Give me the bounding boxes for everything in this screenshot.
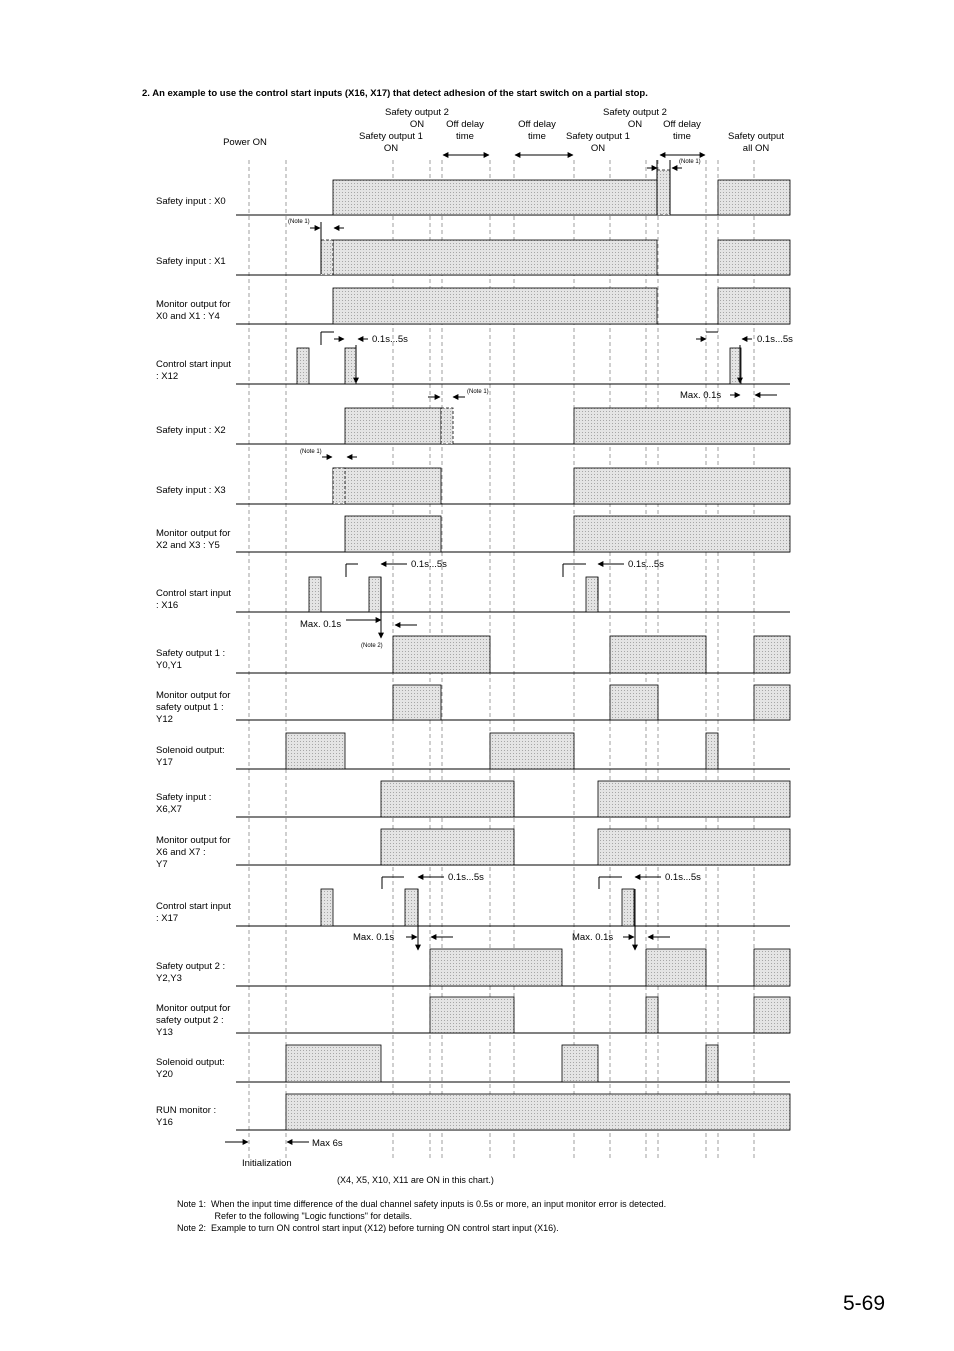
signal-pulse-1-1: [718, 240, 790, 275]
signal-pulse-3-1: [345, 348, 356, 384]
footer-note2: Note 2: Example to turn ON control start input (X12) before turning ON control start input (X16).: [177, 1223, 559, 1233]
note1-x1: (Note 1): [288, 219, 310, 225]
signal-pulse-0-1: [718, 180, 790, 215]
signal-label-y12: Monitor output for safety output 1 : Y12: [156, 690, 231, 725]
max-label-x12: Max. 0.1s: [680, 390, 722, 401]
signal-pulse-6-0: [345, 516, 441, 552]
adhesion-segment-2: [441, 408, 453, 444]
signal-pulse-2-1: [718, 288, 790, 324]
adhesion-segment-1: [321, 240, 333, 275]
signal-pulse-7-1: [369, 577, 381, 612]
signal-pulse-15-1: [646, 997, 658, 1033]
signal-pulse-8-1: [610, 636, 706, 673]
waveforms: [236, 170, 790, 1130]
range-label-x16-a: 0.1s...5s: [411, 559, 447, 570]
adhesion-segment-3: [333, 468, 345, 504]
phase-sf1-on-a: Safety output 1 ON: [359, 131, 423, 154]
signal-pulse-9-1: [610, 685, 658, 720]
signal-pulse-17-0: [286, 1094, 790, 1130]
signal-pulse-13-2: [622, 889, 634, 926]
range-label-x12-b: 0.1s...5s: [757, 334, 793, 345]
phase-sf2-on-a: Safety output 2 ON: [385, 107, 449, 130]
footer-note1-line2: Refer to the following "Logic functions" for details.: [177, 1211, 413, 1221]
signal-pulse-14-0: [430, 949, 562, 986]
max-label-x17-a: Max. 0.1s: [353, 932, 395, 943]
phase-off-delay-a: Off delay time: [446, 119, 484, 142]
page-heading: 2. An example to use the control start inputs (X16, X17) that detect adhesion of the start switch on a partial stop.: [142, 88, 648, 99]
signal-label-y16: RUN monitor : Y16: [156, 1105, 217, 1128]
range-label-x17-b: 0.1s...5s: [665, 872, 701, 883]
signal-pulse-15-0: [430, 997, 514, 1033]
signal-pulse-16-2: [706, 1045, 718, 1082]
max-label-x16: Max. 0.1s: [300, 619, 342, 630]
range-label-x17-a: 0.1s...5s: [448, 872, 484, 883]
signal-pulse-11-0: [381, 781, 514, 817]
range-label-x16-b: 0.1s...5s: [628, 559, 664, 570]
signal-label-x3: Safety input : X3: [156, 485, 226, 496]
signal-label-x2: Safety input : X2: [156, 425, 226, 436]
signal-label-y2-y3: Safety output 2 : Y2,Y3: [156, 961, 226, 984]
signal-pulse-12-0: [381, 829, 514, 865]
signal-pulse-5-1: [574, 468, 790, 504]
page-number: 5-69: [843, 1292, 886, 1315]
signal-label-x0: Safety input : X0: [156, 196, 226, 207]
signal-pulse-8-2: [754, 636, 790, 673]
initialization-label: Initialization: [242, 1158, 292, 1169]
signal-pulse-13-0: [321, 889, 333, 926]
note1-x0: (Note 1): [679, 159, 701, 165]
signal-label-x17: Control start input : X17: [156, 901, 231, 924]
max6-label: Max 6s: [312, 1138, 343, 1149]
signal-label-y20: Solenoid output: Y20: [156, 1057, 225, 1080]
signal-pulse-6-1: [574, 516, 790, 552]
signal-pulse-2-0: [333, 288, 657, 324]
signal-pulse-12-1: [598, 829, 790, 865]
signal-label-x6-x7: Safety input : X6,X7: [156, 792, 212, 815]
signal-pulse-16-0: [286, 1045, 381, 1082]
signal-pulse-7-2: [586, 577, 598, 612]
signal-pulse-4-0: [345, 408, 441, 444]
signal-pulse-3-0: [297, 348, 309, 384]
signal-pulse-0-0: [333, 180, 657, 215]
phase-off-delay-c: Off delay time: [663, 119, 701, 142]
footer-on-note: (X4, X5, X10, X11 are ON in this chart.): [337, 1175, 494, 1185]
signal-pulse-10-2: [706, 733, 718, 769]
signal-pulse-14-2: [754, 949, 790, 986]
phase-sf2-on-b: Safety output 2 ON: [603, 107, 667, 130]
adhesion-segment-0: [657, 170, 670, 215]
phase-sf1-on-b: Safety output 1 ON: [566, 131, 630, 154]
signal-label-x1: Safety input : X1: [156, 256, 226, 267]
signal-pulse-9-0: [393, 685, 441, 720]
signal-pulse-16-1: [562, 1045, 598, 1082]
signal-label-y0-y1: Safety output 1 : Y0,Y1: [156, 648, 226, 671]
signal-pulse-3-2: [730, 348, 741, 384]
signal-label-y17: Solenoid output: Y17: [156, 745, 225, 768]
signal-pulse-13-1: [405, 889, 418, 926]
phase-all-on: Safety output all ON: [728, 131, 784, 154]
range-label-x12-a: 0.1s...5s: [372, 334, 408, 345]
note1-x2: (Note 1): [467, 389, 489, 395]
phase-off-delay-b: Off delay time: [518, 119, 556, 142]
signal-pulse-11-1: [598, 781, 790, 817]
signal-pulse-9-2: [754, 685, 790, 720]
signal-label-y13: Monitor output for safety output 2 : Y13: [156, 1003, 231, 1038]
signal-pulse-14-1: [646, 949, 706, 986]
max-label-x17-b: Max. 0.1s: [572, 932, 614, 943]
signal-pulse-7-0: [309, 577, 321, 612]
signal-pulse-8-0: [393, 636, 490, 673]
signal-label-y5: Monitor output for X2 and X3 : Y5: [156, 528, 231, 551]
signal-pulse-1-0: [333, 240, 657, 275]
footer-note1-line1: Note 1: When the input time difference of the dual channel safety inputs is 0.5s or more, an input monitor error is detected.: [177, 1199, 667, 1209]
signal-label-x16: Control start input : X16: [156, 588, 231, 611]
signal-label-x12: Control start input : X12: [156, 359, 231, 382]
phase-power-on: Power ON: [223, 137, 267, 148]
signal-label-y4: Monitor output for X0 and X1 : Y4: [156, 299, 231, 322]
signal-pulse-5-0: [333, 468, 441, 504]
signal-pulse-10-1: [490, 733, 574, 769]
signal-label-y7: Monitor output for X6 and X7 : Y7: [156, 835, 231, 870]
note2-x16: (Note 2): [361, 643, 383, 649]
note1-x3: (Note 1): [300, 449, 322, 455]
signal-pulse-15-2: [754, 997, 790, 1033]
signal-pulse-10-0: [286, 733, 345, 769]
signal-pulse-4-1: [574, 408, 790, 444]
